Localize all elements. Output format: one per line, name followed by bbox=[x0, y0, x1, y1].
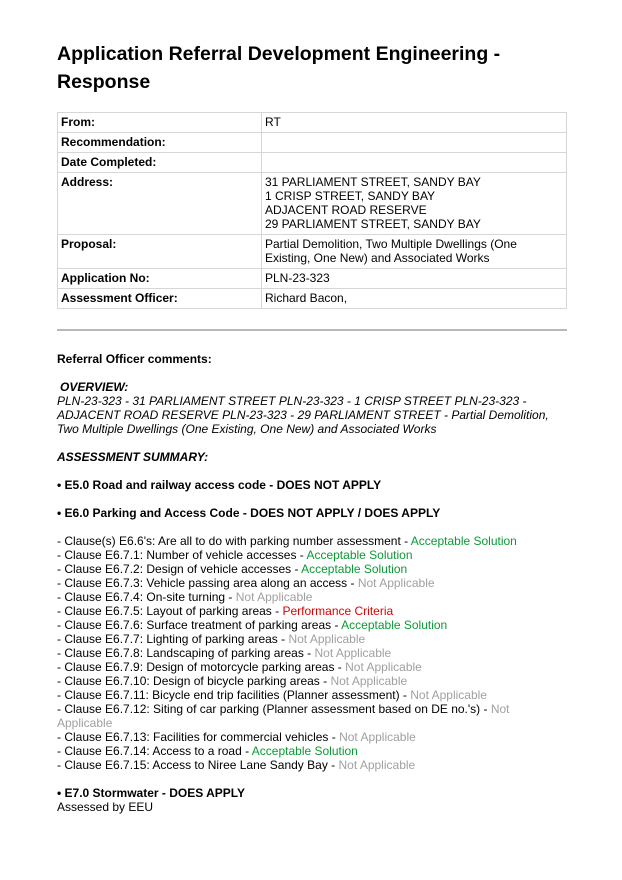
table-row bbox=[58, 153, 567, 173]
clause-status: Not Applicable bbox=[339, 730, 416, 744]
table-row bbox=[58, 289, 567, 309]
clause-item bbox=[57, 618, 567, 632]
clause-item bbox=[57, 646, 567, 660]
clause-status: Acceptable Solution bbox=[306, 548, 413, 562]
address-line: 1 CRISP STREET, SANDY BAY bbox=[265, 189, 436, 203]
clause-text: - Clause E6.7.9: Design of motorcycle parking areas - bbox=[57, 660, 346, 674]
clause-status: Acceptable Solution bbox=[341, 618, 448, 632]
proposal-label: Proposal: bbox=[58, 235, 262, 269]
application-no-label: Application No: bbox=[58, 269, 262, 289]
address-label: Address: bbox=[58, 173, 262, 235]
table-row bbox=[58, 113, 567, 133]
clause-text: - Clause E6.7.5: Layout of parking areas - bbox=[57, 604, 283, 618]
clause-item bbox=[57, 548, 567, 562]
clause-item bbox=[57, 688, 567, 702]
clause-item bbox=[57, 534, 567, 548]
assessment-officer-label: Assessment Officer: bbox=[58, 289, 262, 309]
clause-text: - Clause E6.7.13: Facilities for commercial vehicles - bbox=[57, 730, 340, 744]
assessment-officer-value: Richard Bacon, bbox=[262, 289, 567, 309]
overview-heading: OVERVIEW: bbox=[60, 380, 129, 394]
assessment-summary-heading: ASSESSMENT SUMMARY: bbox=[57, 450, 209, 464]
address-value bbox=[262, 173, 567, 235]
clause-item bbox=[57, 562, 567, 576]
clause-text: - Clause E6.7.2: Design of vehicle accesses - bbox=[57, 562, 302, 576]
e6-code-line: • E6.0 Parking and Access Code - DOES NOT APPLY / DOES APPLY bbox=[57, 506, 441, 520]
clause-status: Not Applicable bbox=[330, 674, 408, 688]
clause-item bbox=[57, 660, 567, 674]
clause-text: - Clause E6.7.10: Design of bicycle parking areas - bbox=[57, 674, 331, 688]
clause-status: Not Applicable bbox=[288, 632, 366, 646]
recommendation-label: Recommendation: bbox=[58, 133, 262, 153]
clause-text: - Clause E6.7.11: Bicycle end trip facilities (Planner assessment) - bbox=[57, 688, 411, 702]
clause-item bbox=[57, 604, 567, 618]
clause-item bbox=[57, 744, 567, 758]
clause-status: Not Applicable bbox=[410, 688, 487, 702]
clause-text: - Clause E6.7.4: On-site turning - bbox=[57, 590, 236, 604]
table-row bbox=[58, 235, 567, 269]
clause-text: - Clause E6.7.3: Vehicle passing area along an access - bbox=[57, 576, 358, 590]
application-no-value: PLN-23-323 bbox=[262, 269, 567, 289]
clause-text: - Clause E6.7.8: Landscaping of parking areas - bbox=[57, 646, 315, 660]
e5-code-line: • E5.0 Road and railway access code - DOES NOT APPLY bbox=[57, 478, 382, 492]
clause-item bbox=[57, 730, 567, 744]
clause-status: Acceptable Solution bbox=[301, 562, 408, 576]
date-completed-label: Date Completed: bbox=[58, 153, 262, 173]
clause-status: Not Applicable bbox=[357, 576, 435, 590]
clause-text: - Clause E6.7.7: Lighting of parking areas - bbox=[57, 632, 289, 646]
address-line: 29 PARLIAMENT STREET, SANDY BAY bbox=[265, 217, 481, 231]
section-divider bbox=[57, 329, 567, 331]
clause-item bbox=[57, 758, 567, 772]
table-row bbox=[58, 133, 567, 153]
clause-status: Not Applicable bbox=[338, 758, 416, 772]
table-row bbox=[58, 173, 567, 235]
clause-item bbox=[57, 632, 567, 646]
comments-heading: Referral Officer comments: bbox=[57, 352, 212, 366]
clause-item bbox=[57, 576, 567, 590]
proposal-value: Partial Demolition, Two Multiple Dwellings (One Existing, One New) and Associated Works bbox=[262, 235, 567, 269]
clause-item bbox=[57, 702, 567, 730]
e7-code-line: • E7.0 Stormwater - DOES APPLY bbox=[57, 786, 246, 800]
table-row bbox=[58, 269, 567, 289]
e7-note: Assessed by EEU bbox=[57, 800, 154, 814]
clause-status: Performance Criteria bbox=[282, 604, 394, 618]
clause-text: - Clause E6.7.6: Surface treatment of parking areas - bbox=[57, 618, 342, 632]
clause-status: Not Applicable bbox=[345, 660, 422, 674]
clause-text: - Clause E6.7.14: Access to a road - bbox=[57, 744, 252, 758]
clause-text: - Clause(s) E6.6's: Are all to do with parking number assessment - bbox=[57, 534, 411, 548]
clause-item bbox=[57, 674, 567, 688]
clause-status: Not Applicable bbox=[235, 590, 313, 604]
address-line: 31 PARLIAMENT STREET, SANDY BAY bbox=[265, 175, 481, 189]
clause-status: Acceptable Solution bbox=[410, 534, 517, 548]
clause-text: - Clause E6.7.12: Siting of car parking (Planner assessment based on DE no.'s) - bbox=[57, 702, 491, 716]
clause-text: - Clause E6.7.1: Number of vehicle accesses - bbox=[57, 548, 307, 562]
clause-list bbox=[57, 534, 567, 772]
clause-status: Acceptable Solution bbox=[251, 744, 358, 758]
document-page bbox=[57, 40, 567, 814]
clause-status: Not Applicable bbox=[314, 646, 392, 660]
overview-text: PLN-23-323 - 31 PARLIAMENT STREET PLN-23-323 - 1 CRISP STREET PLN-23-323 - ADJACENT ROAD RESERVE PLN-23-323 - 29 PARLIAMENT STREET - Partial Demolition, Two Multiple Dwellings (One Existing, One New) and Associated Works bbox=[57, 394, 549, 436]
address-line: ADJACENT ROAD RESERVE bbox=[265, 203, 427, 217]
date-completed-value bbox=[262, 153, 567, 173]
clause-item bbox=[57, 590, 567, 604]
from-value: RT bbox=[262, 113, 567, 133]
from-label: From: bbox=[58, 113, 262, 133]
clause-text: - Clause E6.7.15: Access to Niree Lane Sandy Bay - bbox=[57, 758, 339, 772]
clause-status: Not Applicable bbox=[57, 702, 510, 730]
referral-comments bbox=[57, 352, 567, 814]
referral-info-table bbox=[57, 112, 567, 309]
recommendation-value bbox=[262, 133, 567, 153]
page-title: Application Referral Development Engineering - Response bbox=[57, 43, 501, 93]
